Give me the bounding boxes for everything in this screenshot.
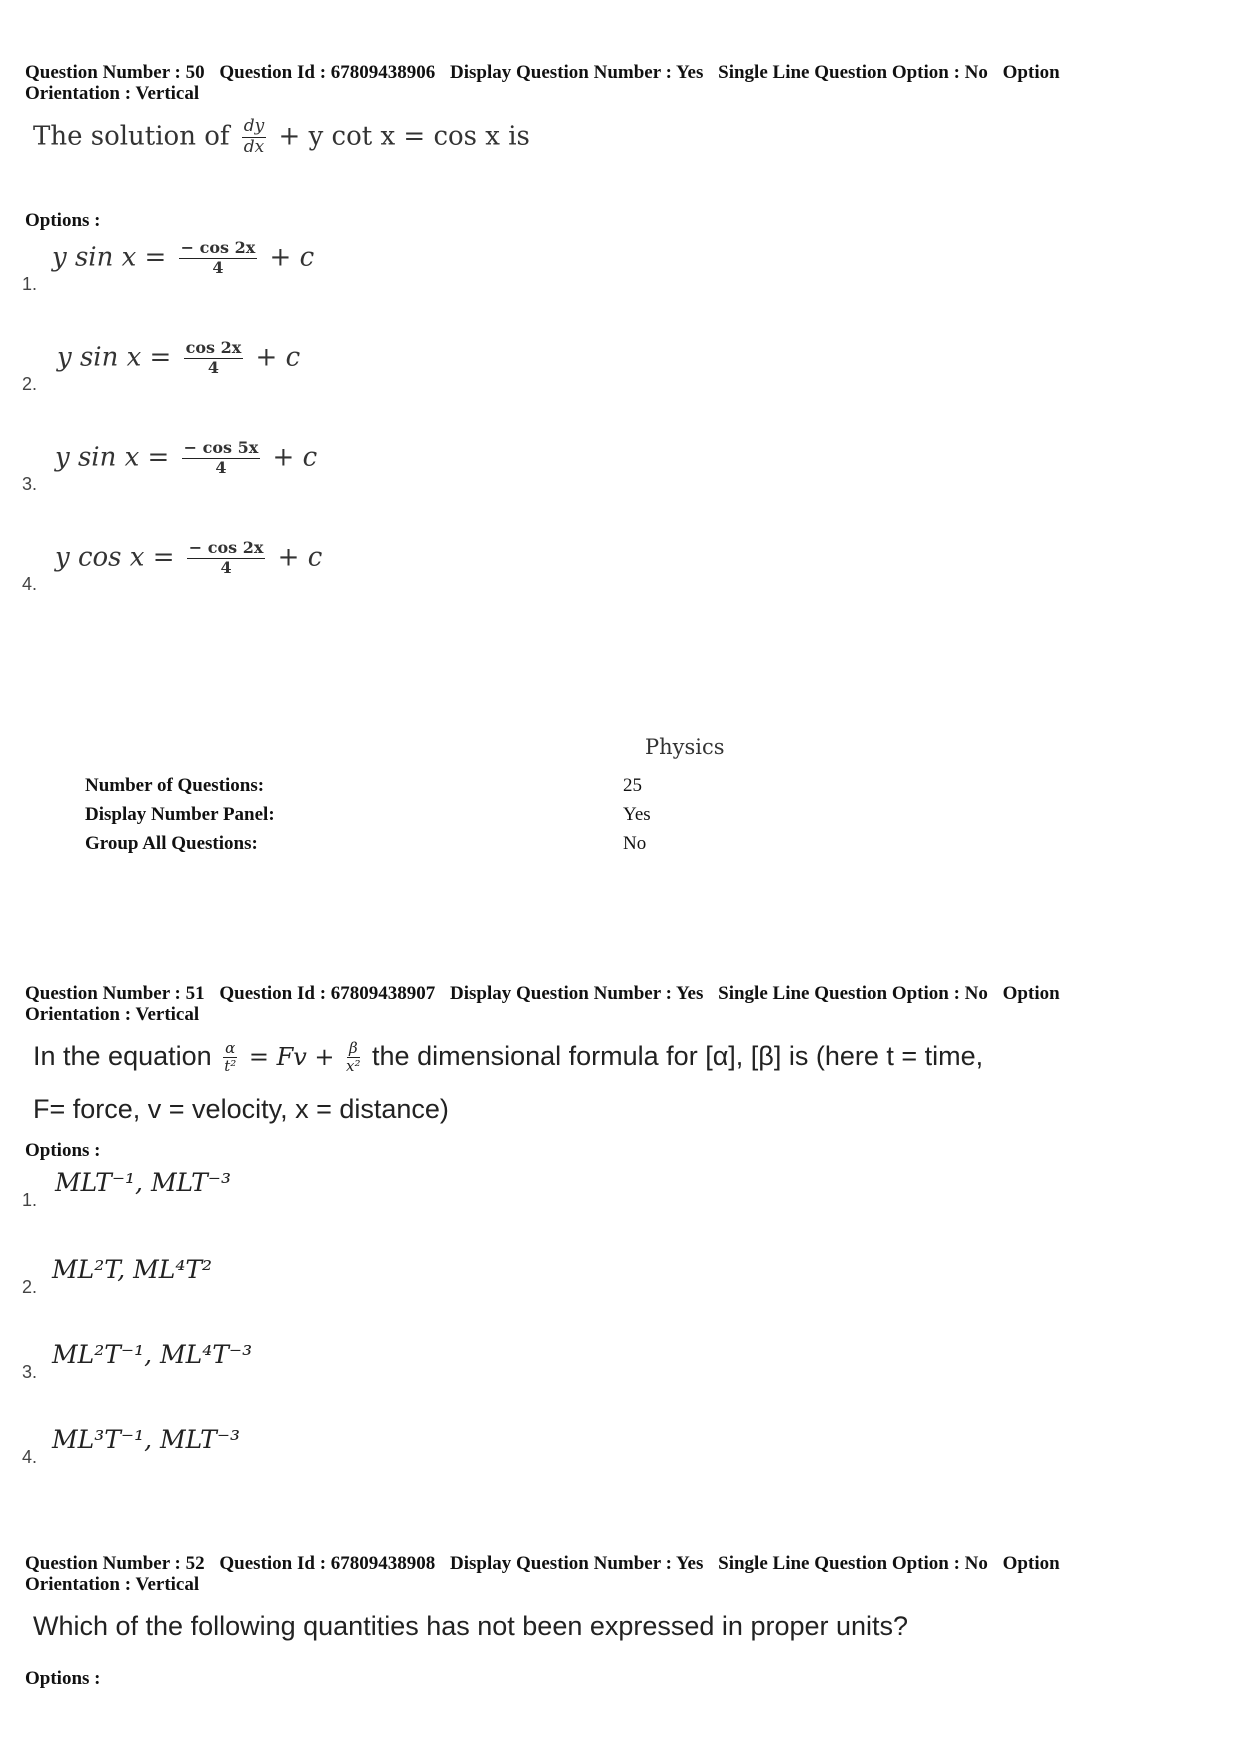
fraction-denominator: x² (346, 1057, 361, 1076)
option-expression (52, 240, 314, 277)
section-row-value: 25 (623, 775, 642, 796)
option-lhs: y sin x = (52, 242, 167, 273)
option-lhs: y sin x = (55, 442, 170, 473)
stem-prefix: The solution of (33, 121, 230, 152)
display-question-number: Display Question Number : Yes (450, 983, 704, 1004)
stem-suffix: the dimensional formula for [α], [β] is (here t = time, (372, 1041, 984, 1071)
single-line-option: Single Line Question Option : No (718, 983, 988, 1004)
question-id: Question Id : 67809438907 (219, 983, 436, 1004)
orientation: Orientation : Vertical (25, 1574, 200, 1595)
question-52-stem: Which of the following quantities has not been expressed in proper units? (33, 1611, 909, 1641)
option-fraction-numerator: − cos 2x (180, 238, 256, 257)
fraction-denominator: t² (224, 1057, 237, 1076)
question-number: Question Number : 50 (25, 62, 205, 83)
question-50-header (25, 62, 1225, 104)
section-row-label: Number of Questions: (85, 775, 265, 796)
fraction-numerator: β (348, 1038, 358, 1057)
question-52-meta-line (25, 1553, 1225, 1574)
option-expression: MLT⁻¹, MLT⁻³ (55, 1168, 232, 1197)
stem-prefix: In the equation (33, 1041, 212, 1071)
question-51-meta-line (25, 983, 1225, 1004)
option-expression (57, 340, 300, 377)
question-50-meta-line (25, 62, 1225, 83)
option-number: 3. (22, 1362, 38, 1382)
option-label: Option (1002, 1553, 1060, 1574)
question-number: Question Number : 51 (25, 983, 205, 1004)
option-fraction-denominator: 4 (207, 357, 220, 377)
stem-fraction-denominator: dx (243, 136, 265, 157)
stem-fraction (242, 118, 267, 157)
single-line-option: Single Line Question Option : No (718, 62, 988, 83)
question-52-header (25, 1553, 1225, 1595)
option-fraction-denominator: 4 (220, 557, 232, 577)
option-expression (55, 540, 322, 577)
section-row-value: No (623, 833, 647, 854)
option-number: 1. (22, 274, 38, 294)
options-label: Options : (25, 1668, 101, 1689)
option-label: Option (1002, 983, 1060, 1004)
display-question-number: Display Question Number : Yes (450, 62, 704, 83)
option-fraction (182, 440, 261, 477)
option-expression (55, 440, 317, 477)
option-fraction (184, 340, 244, 377)
stem-middle: = Fv + (248, 1043, 335, 1071)
question-id: Question Id : 67809438906 (219, 62, 436, 83)
option-fraction (187, 540, 266, 577)
option-number: 4. (22, 1447, 38, 1467)
section-row-label: Display Number Panel: (85, 804, 275, 825)
option-number: 2. (22, 374, 38, 394)
stem-suffix: + y cot x = cos x is (278, 121, 530, 152)
options-label: Options : (25, 1140, 101, 1161)
stem-line-2: F= force, v = velocity, x = distance) (33, 1094, 449, 1124)
single-line-option: Single Line Question Option : No (718, 1553, 988, 1574)
option-fraction-numerator: cos 2x (185, 338, 242, 357)
option-number: 4. (22, 574, 38, 594)
option-rhs: + c (272, 442, 318, 473)
option-label: Option (1002, 62, 1060, 83)
beta-fraction (346, 1038, 361, 1076)
stem-fraction-numerator: dy (243, 116, 265, 136)
option-rhs: + c (255, 342, 301, 373)
option-rhs: + c (269, 242, 315, 273)
section-title: Physics (645, 735, 725, 759)
orientation: Orientation : Vertical (25, 1004, 200, 1025)
options-label: Options : (25, 210, 101, 231)
option-number: 1. (22, 1190, 38, 1210)
question-51-header (25, 983, 1225, 1025)
alpha-fraction (223, 1038, 237, 1076)
section-row-value: Yes (623, 804, 651, 825)
option-expression: ML²T, ML⁴T² (52, 1255, 213, 1284)
option-rhs: + c (277, 542, 323, 573)
question-number: Question Number : 52 (25, 1553, 205, 1574)
orientation: Orientation : Vertical (25, 83, 200, 104)
option-fraction-denominator: 4 (212, 257, 224, 277)
option-fraction-numerator: − cos 2x (188, 538, 264, 557)
question-51-stem (33, 1030, 983, 1135)
option-lhs: y sin x = (57, 342, 172, 373)
fraction-numerator: α (225, 1038, 236, 1057)
section-row-label: Group All Questions: (85, 833, 258, 854)
option-fraction-denominator: 4 (215, 457, 227, 477)
option-lhs: y cos x = (55, 542, 175, 573)
option-number: 2. (22, 1277, 38, 1297)
option-expression: ML³T⁻¹, MLT⁻³ (52, 1425, 241, 1454)
option-fraction-numerator: − cos 5x (183, 438, 259, 457)
option-fraction (179, 240, 258, 277)
question-50-stem (33, 118, 530, 157)
stem-line-1 (33, 1030, 983, 1083)
option-number: 3. (22, 474, 38, 494)
option-expression: ML²T⁻¹, ML⁴T⁻³ (52, 1340, 253, 1369)
display-question-number: Display Question Number : Yes (450, 1553, 704, 1574)
question-id: Question Id : 67809438908 (219, 1553, 436, 1574)
